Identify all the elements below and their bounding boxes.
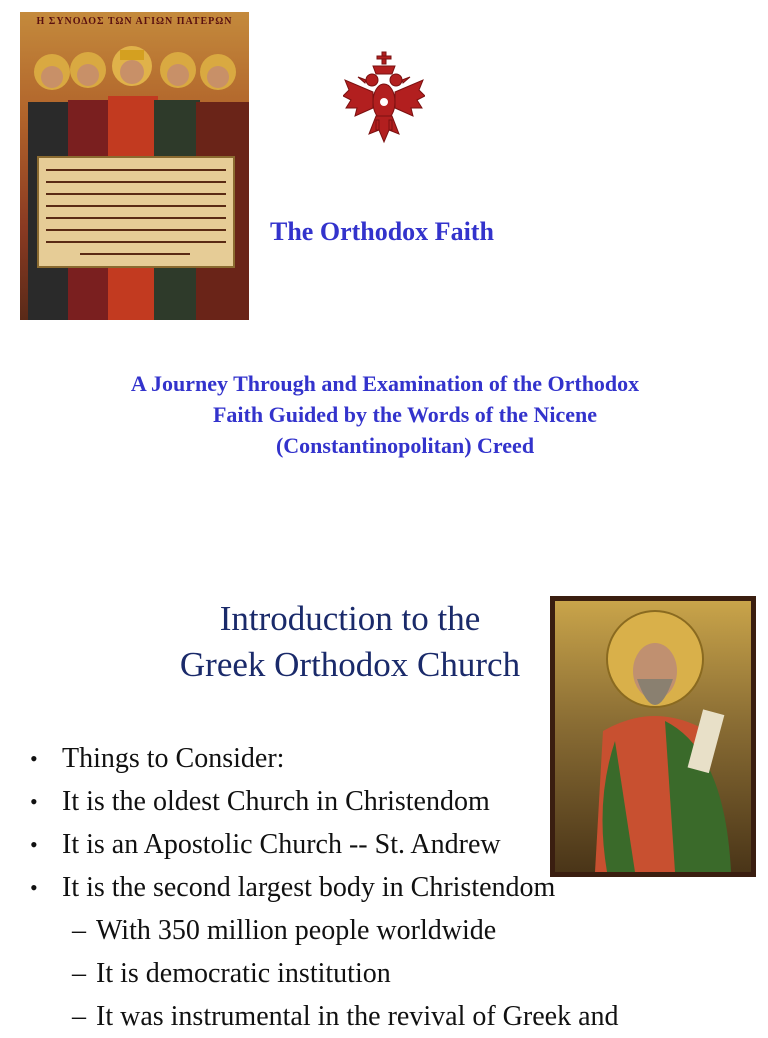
list-item-text: Things to Consider:: [62, 743, 285, 774]
dash-marker: –: [72, 958, 86, 989]
bullet-list: [30, 737, 750, 1038]
heading-line: Greek Orthodox Church: [179, 645, 521, 684]
subtitle-line: A Journey Through and Examination of the Orthodox: [130, 371, 640, 396]
slide-title: The Orthodox Faith: [270, 217, 494, 246]
list-item: [30, 866, 750, 909]
icon-caption: Η ΣΥΝΟΔΟΣ ΤΩΝ ΑΓΙΩΝ ΠΑΤΕΡΩΝ: [36, 16, 233, 27]
slide-subtitle: [80, 368, 690, 461]
list-item: [30, 823, 750, 866]
dash-marker: –: [72, 1001, 86, 1032]
subtitle-line: Faith Guided by the Words of the Nicene: [212, 402, 597, 427]
bullet-marker: •: [30, 832, 38, 857]
list-item-text: It is democratic institution: [96, 958, 391, 989]
bullet-marker: •: [30, 746, 38, 771]
list-item: [30, 737, 750, 780]
list-item-text: It was instrumental in the revival of Greek and: [96, 1001, 619, 1032]
council-figures: [20, 12, 249, 320]
list-item: [30, 780, 750, 823]
sub-list-item: [30, 952, 750, 995]
heading-line: Introduction to the: [219, 599, 481, 638]
double-headed-eagle-icon: [343, 50, 425, 148]
list-item-text: With 350 million people worldwide: [96, 915, 497, 946]
list-item-text: It is the second largest body in Christendom: [62, 872, 556, 903]
nicene-council-icon: [20, 12, 249, 320]
dash-marker: –: [72, 915, 86, 946]
sub-list-item: [30, 909, 750, 952]
list-item-text: It is an Apostolic Church -- St. Andrew: [62, 829, 501, 860]
sub-list-item: [30, 995, 750, 1038]
list-item-text: It is the oldest Church in Christendom: [62, 786, 490, 817]
bullet-marker: •: [30, 789, 38, 814]
slide-heading: [140, 596, 560, 688]
subtitle-line: (Constantinopolitan) Creed: [275, 433, 535, 458]
bullet-marker: •: [30, 875, 38, 900]
